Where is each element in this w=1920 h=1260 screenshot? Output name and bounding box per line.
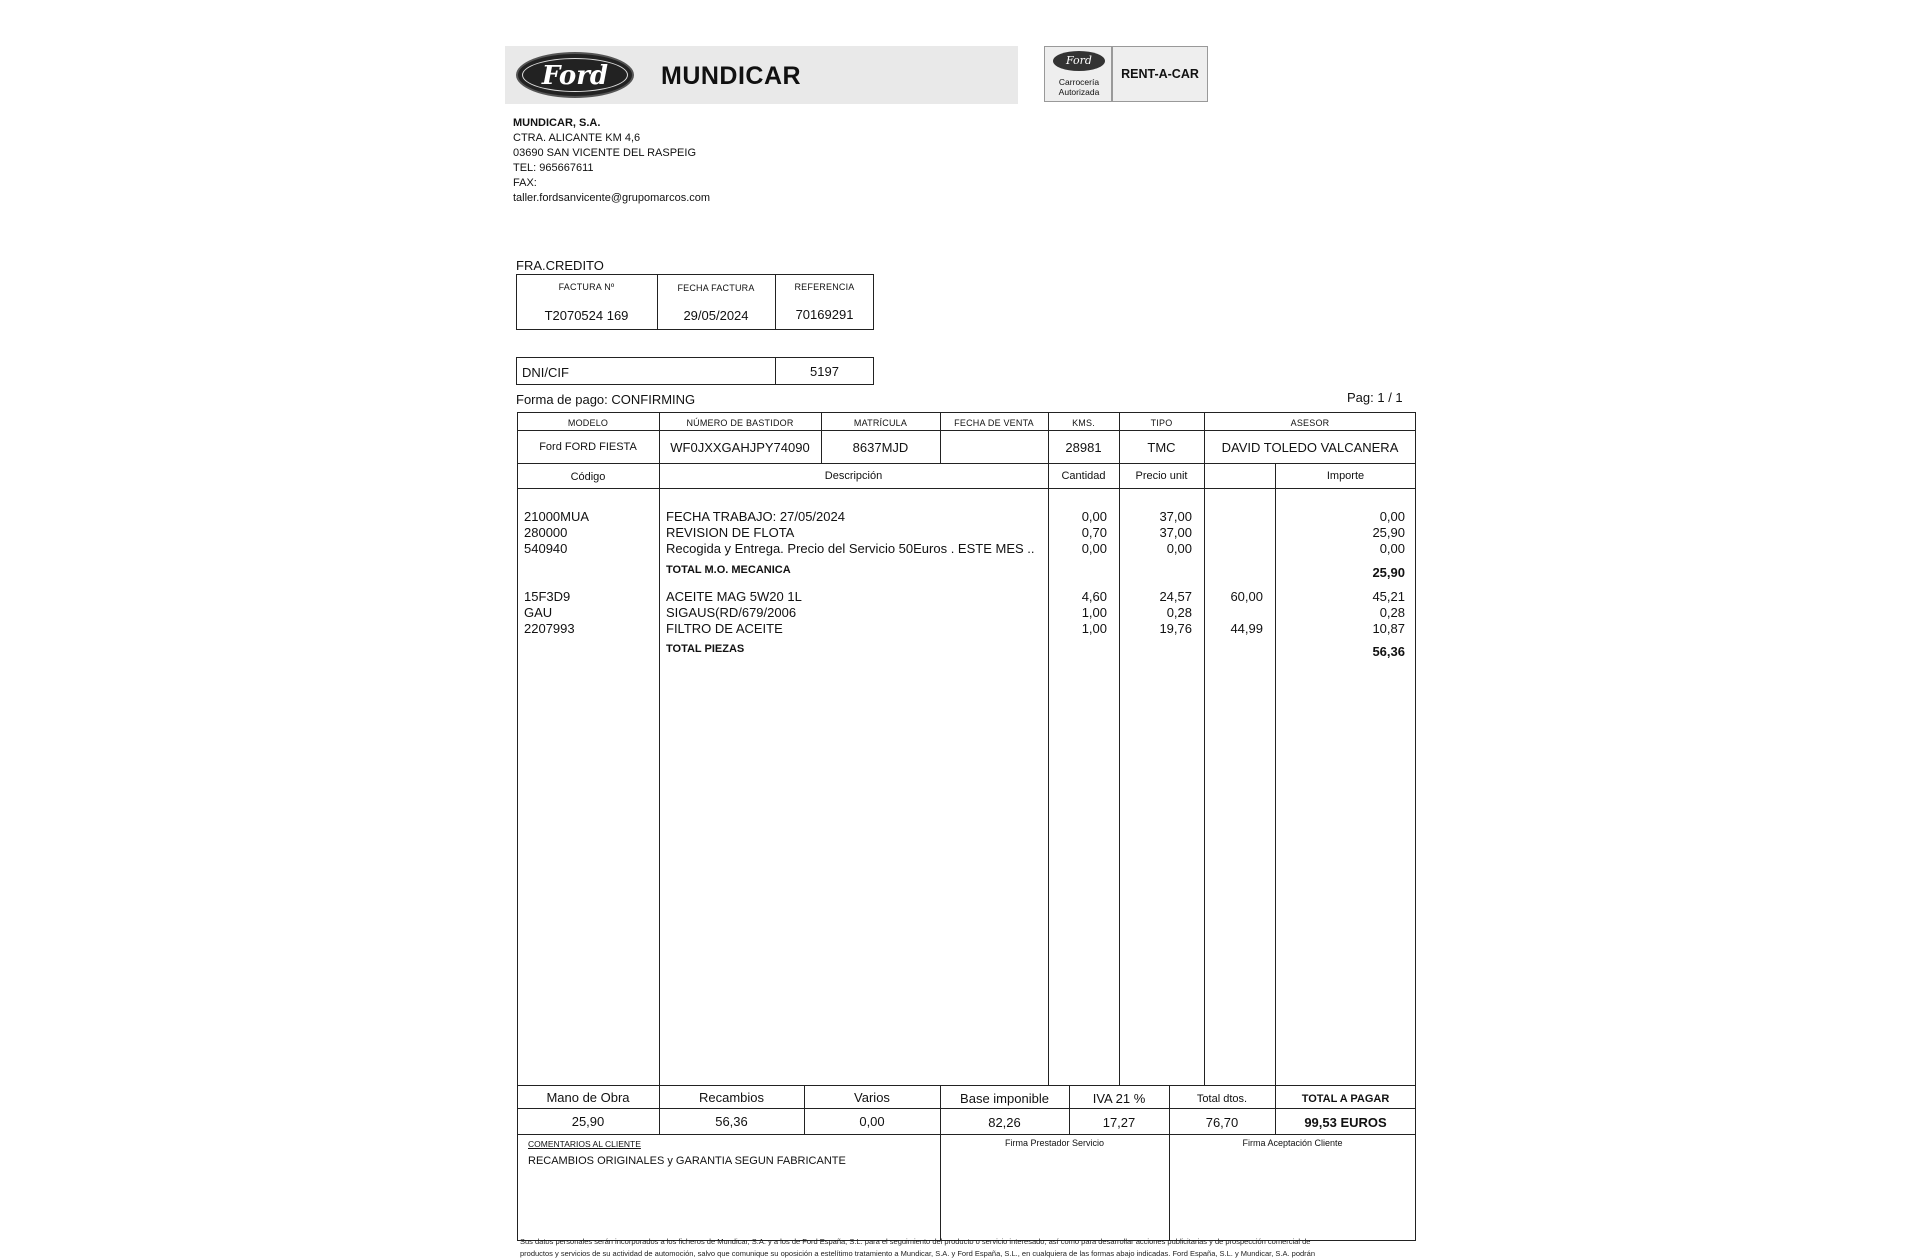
rent-a-car-badge: RENT-A-CAR [1112,46,1208,102]
misc-sum: 0,00 [859,1114,885,1129]
misc-sum-header: Varios [854,1090,890,1105]
code-header: Código [570,471,606,483]
line-amount: 0,00 [1379,541,1405,556]
line-quantity: 0,70 [1081,525,1107,540]
sale-date-header: FECHA DE VENTA [954,418,1034,428]
line-description: ACEITE MAG 5W20 1L [666,589,802,604]
comments-label: COMENTARIOS AL CLIENTE [528,1139,641,1149]
tax-base-header: Base imponible [960,1091,1049,1106]
line-quantity: 0,00 [1081,509,1107,524]
page-number: Pag: 1 / 1 [1347,390,1403,405]
line-unit-price: 37,00 [1159,509,1192,524]
vat-header: IVA 21 % [1092,1091,1146,1106]
invoice-date-header: FECHA FACTURA [677,283,755,293]
line-code: 2207993 [524,621,575,636]
amount-header: Importe [1326,470,1365,482]
line-description: FECHA TRABAJO: 27/05/2024 [666,509,845,524]
vehicle-advisor: DAVID TOLEDO VALCANERA [1221,440,1399,455]
line-amount: 10,87 [1372,621,1405,636]
labour-total: 25,90 [1372,565,1405,580]
badge-caption [1045,77,1113,97]
ford-logo [516,52,634,98]
legal-notice [520,1236,1400,1260]
line-code: 21000MUA [524,509,590,524]
line-quantity: 0,00 [1081,541,1107,556]
company-address [513,116,710,206]
line-discount: 60,00 [1230,589,1263,604]
labour-total-label: TOTAL M.O. MECANICA [666,564,791,576]
line-description: REVISION DE FLOTA [666,525,795,540]
vat-amount: 17,27 [1102,1115,1136,1130]
company-street: CTRA. ALICANTE KM 4,6 [513,132,641,144]
vehicle-plate: 8637MJD [852,440,909,455]
document-type: FRA.CREDITO [516,258,604,273]
line-code: GAU [524,605,553,620]
total-due-header: TOTAL A PAGAR [1301,1093,1390,1105]
company-name: MUNDICAR, S.A. [513,117,601,129]
labour-sum: 25,90 [571,1114,605,1129]
brand-name: MUNDICAR [661,62,802,90]
parts-total: 56,36 [1372,644,1405,659]
dni-label: DNI/CIF [522,365,569,380]
line-unit-price: 19,76 [1159,621,1192,636]
line-description: Recogida y Entrega. Precio del Servicio 50Euros . ESTE MES .. [666,541,1035,556]
line-unit-price: 24,57 [1159,589,1192,604]
invoice-date: 29/05/2024 [683,308,749,323]
line-unit-price: 0,28 [1166,605,1192,620]
line-code: 540940 [524,541,568,556]
line-unit-price: 37,00 [1159,525,1192,540]
invoice-reference: 70169291 [795,307,854,322]
tax-base: 82,26 [988,1115,1021,1130]
line-description: FILTRO DE ACEITE [666,621,783,636]
legal-line-2: productos y servicios de su actividad de automoción, salvo que comunique su oposición a estelítimo tratamiento a Mundicar, S.A. y Ford España, S.L., en cualquiera de las formas abajo indicadas. Ford España, S.L. y Mundicar, S.A. podrán [520,1249,1316,1258]
quantity-header: Cantidad [1061,470,1106,482]
line-quantity: 1,00 [1081,621,1107,636]
invoice-ref-header: REFERENCIA [794,282,855,292]
line-unit-price: 0,00 [1166,541,1192,556]
company-city: 03690 SAN VICENTE DEL RASPEIG [513,147,696,159]
badge-caption-line-1: Carrocería [1058,77,1100,87]
company-fax: FAX: [513,177,537,189]
vin-header: NÚMERO DE BASTIDOR [686,418,794,428]
vehicle-type: TMC [1147,440,1176,455]
discount-total-header: Total dtos. [1196,1093,1248,1105]
description-header: Descripción [824,470,883,482]
badge-ford-logo: Ford [1053,51,1105,71]
vehicle-km: 28981 [1065,440,1102,455]
labour-sum-header: Mano de Obra [546,1090,630,1105]
vehicle-vin: WF0JXXGAHJPY74090 [670,440,810,455]
unit-price-header: Precio unit [1135,470,1188,482]
line-quantity: 4,60 [1081,589,1107,604]
provider-signature-label: Firma Prestador Servicio [1004,1138,1105,1148]
plate-header: MATRÍCULA [853,418,908,428]
line-amount: 0,00 [1379,509,1405,524]
parts-sum-header: Recambios [698,1090,765,1105]
carroceria-badge [1044,46,1112,102]
client-signature-label: Firma Aceptación Cliente [1242,1138,1343,1148]
vehicle-model: Ford FORD FIESTA [539,441,637,453]
model-header: MODELO [567,418,609,428]
line-amount: 0,28 [1379,605,1405,620]
type-header: TIPO [1150,418,1173,428]
legal-line-1: Sus datos personales serán incorporados a los ficheros de Mundicar, S.A. y a los de Ford España, S.L. para el seguimiento del producto o servicio interesado, así como para desarrollar acciones publicitarias y de prospección comercial de [520,1237,1311,1246]
line-amount: 45,21 [1372,589,1405,604]
km-header: KMS. [1072,418,1095,428]
line-amount: 25,90 [1372,525,1405,540]
company-email: taller.fordsanvicente@grupomarcos.com [513,192,711,204]
discount-total: 76,70 [1205,1115,1239,1130]
total-due: 99,53 EUROS [1304,1115,1387,1130]
line-code: 15F3D9 [524,589,571,604]
invoice-number-header: FACTURA Nº [558,282,615,292]
invoice-number: T2070524 169 [544,308,629,323]
line-code: 280000 [524,525,568,540]
advisor-header: ASESOR [1290,418,1330,428]
parts-total-label: TOTAL PIEZAS [666,643,745,655]
dni-value: 5197 [810,364,839,379]
company-tel: TEL: 965667611 [513,162,594,174]
parts-sum: 56,36 [715,1114,748,1129]
payment-method: Forma de pago: CONFIRMING [516,392,696,407]
line-description: SIGAUS(RD/679/2006 [666,605,797,620]
line-quantity: 1,00 [1081,605,1107,620]
ford-logo-text: Ford [522,58,628,92]
line-discount: 44,99 [1230,621,1263,636]
badge-caption-line-2: Autorizada [1058,87,1100,97]
customer-comments: RECAMBIOS ORIGINALES y GARANTIA SEGUN FABRICANTE [528,1155,846,1167]
